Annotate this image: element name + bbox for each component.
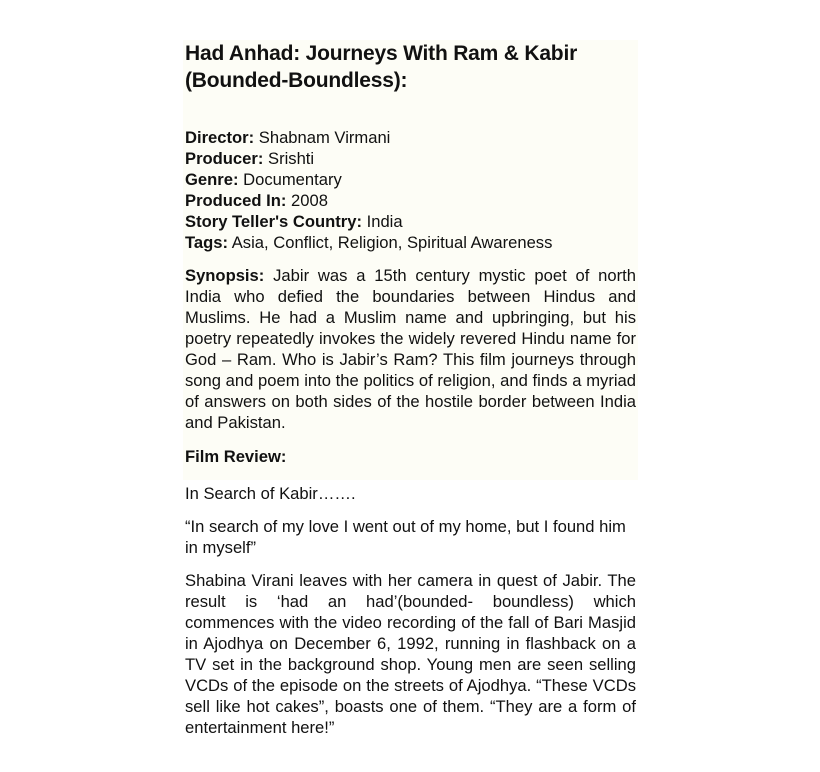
meta-value: 2008 [291,191,328,210]
meta-row-produced-in [185,190,636,211]
meta-row-genre [185,169,636,190]
meta-value: Srishti [268,149,315,168]
meta-value: Shabnam Virmani [258,128,391,147]
meta-value: Documentary [243,170,342,189]
film-review-heading: Film Review: [185,447,287,466]
meta-row-tags [185,232,636,253]
meta-label: Produced In: [185,191,287,210]
meta-row-producer [185,148,636,169]
document-content [185,40,636,738]
synopsis-text: Jabir was a 15th century mystic poet of north India who defied the boundaries between Hindus and Muslims. He had a Muslim name and upbringing, but his poetry repeatedly invokes the widely revered Hindu name for God – Ram. Who is Jabir’s Ram? This film journeys through song and poem into the politics of religion, and finds a myriad of answers on both sides of the hostile border between India and Pakistan. [185,266,636,432]
meta-label: Director: [185,128,255,147]
review-body-paragraph: Shabina Virani leaves with her camera in quest of Jabir. The result is ‘had an had’(bounded- boundless) which commences with the video recording of the fall of Bari Masjid in Ajodhya on December 6, 1992, running in flashback on a TV set in the background shop. Young men are seen selling VCDs of the episode on the streets of Ajodhya. “These VCDs sell like hot cakes”, boasts one of them. “They are a form of entertainment here!” [185,571,636,737]
meta-label: Genre: [185,170,239,189]
page-title: Had Anhad: Journeys With Ram & Kabir (Bounded-Boundless): [185,42,578,92]
meta-label: Producer: [185,149,264,168]
synopsis-label: Synopsis: [185,266,265,285]
meta-label: Tags: [185,233,229,252]
review-quote: “In search of my love I went out of my home, but I found him in myself” [185,517,626,557]
metadata-block [185,127,636,253]
meta-value: India [366,212,403,231]
meta-row-director [185,127,636,148]
document-page [183,40,638,737]
meta-value: Asia, Conflict, Religion, Spiritual Awareness [231,233,553,252]
meta-label: Story Teller's Country: [185,212,362,231]
synopsis-paragraph [185,265,636,433]
meta-row-country [185,211,636,232]
review-subtitle: In Search of Kabir……. [185,484,356,503]
